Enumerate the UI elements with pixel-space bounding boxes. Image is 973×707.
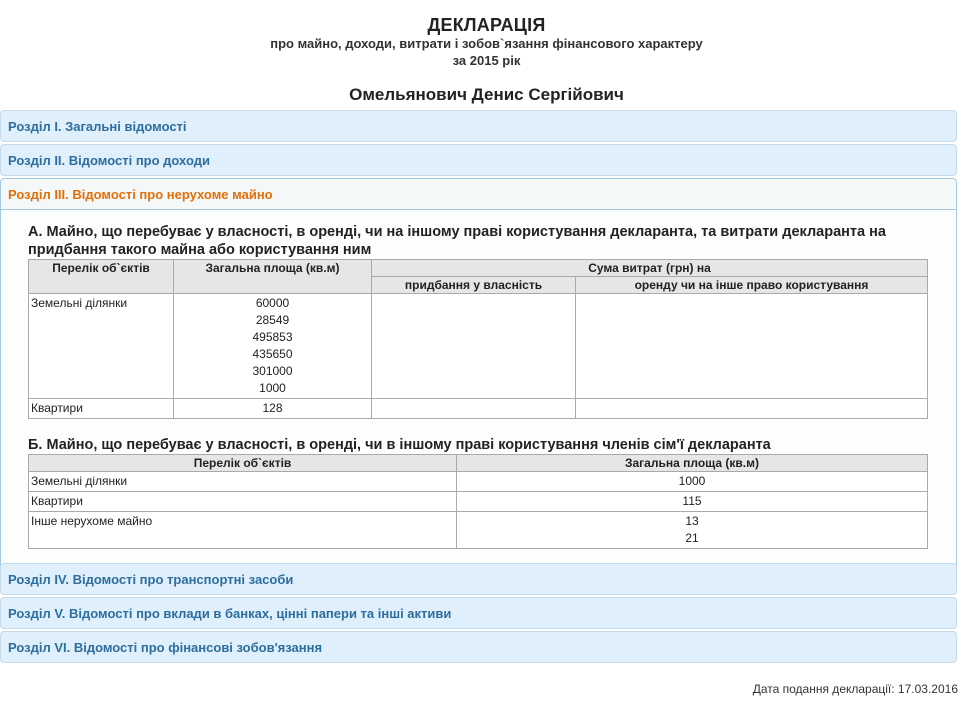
section-4-header[interactable]: Розділ IV. Відомості про транспортні засоби bbox=[0, 563, 957, 595]
column-header: Загальна площа (кв.м) bbox=[457, 455, 928, 472]
accordion-section-5[interactable] bbox=[0, 597, 957, 629]
area-value: 60000 bbox=[255, 296, 290, 310]
area-value: 1000 bbox=[678, 474, 706, 488]
table-cell-label: Квартири bbox=[29, 399, 174, 419]
area-value: 21 bbox=[685, 531, 699, 545]
table-cell-label: Земельні ділянки bbox=[29, 294, 174, 399]
area-value: 28549 bbox=[255, 313, 290, 327]
accordion-section-3 bbox=[0, 178, 957, 593]
accordion-section-4[interactable] bbox=[0, 563, 957, 595]
declarant-name: Омельянович Денис Сергійович bbox=[349, 85, 624, 104]
area-value: 1000 bbox=[259, 381, 286, 395]
column-header: придбання у власність bbox=[372, 277, 576, 294]
section-5-header[interactable]: Розділ V. Відомості про вклади в банках, цінні папери та інші активи bbox=[0, 597, 957, 629]
part-a-table bbox=[28, 259, 928, 419]
area-value: 13 bbox=[685, 514, 699, 528]
table-cell-area bbox=[174, 399, 372, 419]
accordion-section-2[interactable] bbox=[0, 144, 957, 176]
table-cell-area bbox=[457, 512, 928, 549]
area-value: 301000 bbox=[252, 364, 293, 378]
table-header-row bbox=[29, 260, 928, 277]
section-2-header[interactable]: Розділ II. Відомості про доходи bbox=[0, 144, 957, 176]
table-cell-empty bbox=[372, 399, 576, 419]
accordion-section-1[interactable] bbox=[0, 110, 957, 142]
declaration-year: за 2015 рік bbox=[452, 53, 521, 68]
table-cell-area bbox=[457, 492, 928, 512]
column-header: Загальна площа (кв.м) bbox=[174, 260, 372, 294]
declaration-header bbox=[0, 0, 973, 105]
table-row bbox=[29, 512, 928, 549]
column-header: Перелік об`єктів bbox=[29, 260, 174, 294]
part-b-heading: Б. Майно, що перебуває у власності, в оренді, чи в іншому праві користування членів сім'ї декларанта bbox=[28, 437, 771, 453]
column-header: Сума витрат (грн) на bbox=[372, 260, 928, 277]
accordion-section-6[interactable] bbox=[0, 631, 957, 663]
table-cell-area bbox=[457, 472, 928, 492]
part-a-heading: А. Майно, що перебуває у власності, в оренді, чи на іншому праві користування декларанта, та витрати декларанта на придбання такого майна або користування ним bbox=[28, 224, 886, 258]
area-value: 435650 bbox=[252, 347, 293, 361]
section-6-header[interactable]: Розділ VI. Відомості про фінансові зобов'язання bbox=[0, 631, 957, 663]
table-row bbox=[29, 399, 928, 419]
area-value: 115 bbox=[682, 494, 702, 508]
area-value: 495853 bbox=[252, 330, 293, 344]
table-cell-label: Інше нерухоме майно bbox=[29, 512, 457, 549]
section-3-content bbox=[0, 210, 957, 593]
section-1-header[interactable]: Розділ I. Загальні відомості bbox=[0, 110, 957, 142]
table-row bbox=[29, 294, 928, 399]
table-cell-empty bbox=[576, 294, 928, 399]
submission-date: Дата подання декларації: 17.03.2016 bbox=[752, 682, 958, 696]
table-cell-area bbox=[174, 294, 372, 399]
table-cell-label: Земельні ділянки bbox=[29, 472, 457, 492]
table-cell-empty bbox=[576, 399, 928, 419]
table-header-row bbox=[29, 455, 928, 472]
column-header: оренду чи на інше право користування bbox=[576, 277, 928, 294]
table-cell-label: Квартири bbox=[29, 492, 457, 512]
column-header: Перелік об`єктів bbox=[29, 455, 457, 472]
page-subtitle: про майно, доходи, витрати і зобов`язання фінансового характеру bbox=[270, 36, 703, 51]
table-row bbox=[29, 472, 928, 492]
area-value: 128 bbox=[262, 401, 283, 415]
section-3-header[interactable]: Розділ III. Відомості про нерухоме майно bbox=[0, 178, 957, 210]
part-b-table bbox=[28, 454, 928, 549]
table-cell-empty bbox=[372, 294, 576, 399]
table-row bbox=[29, 492, 928, 512]
page-title: ДЕКЛАРАЦІЯ bbox=[427, 15, 546, 35]
